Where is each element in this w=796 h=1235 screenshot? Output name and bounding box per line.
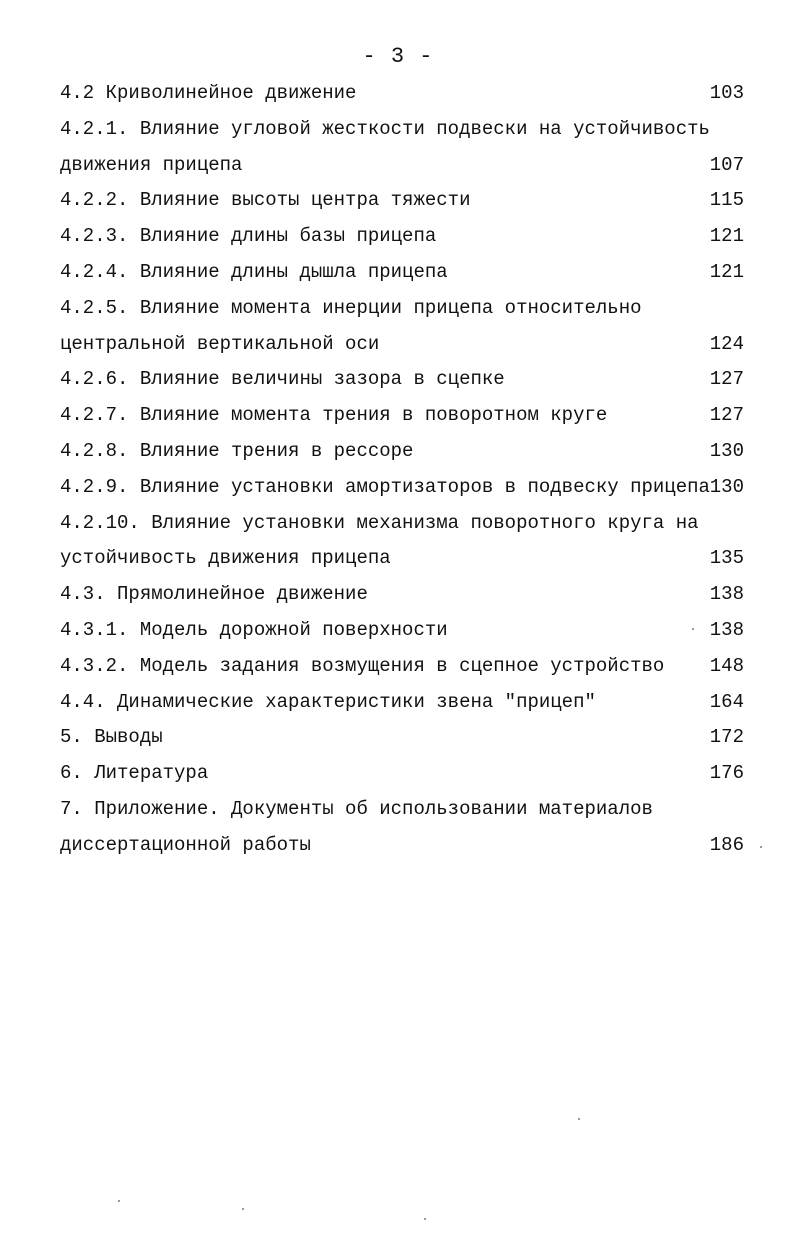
toc-entry-page: 176 [709,762,744,785]
toc-entry-page: 135 [709,547,744,570]
toc-entry-text: 4.2.2. Влияние высоты центра тяжести [60,189,471,212]
toc-row [60,362,746,398]
toc-entry-page: 130 [709,439,744,462]
toc-row [60,541,746,577]
toc-row [60,398,746,434]
toc-entry-page: 103 [709,82,744,104]
toc-entry-text: 4.2.8. Влияние трения в рессоре [60,439,414,462]
toc-entry-text: устойчивость движения прицепа [60,547,391,570]
toc-entry-page: 127 [709,404,744,427]
toc-entry-page: 127 [709,368,744,391]
toc-entry-page: 172 [709,726,744,749]
toc-entry-text: 4.2.7. Влияние момента трения в поворотном круге [60,404,608,427]
toc-row [60,76,746,112]
toc-entry-text: 6. Литература [60,762,209,785]
toc-row [60,255,746,291]
toc-entry-text: 4.2.3. Влияние длины базы прицепа [60,225,437,248]
scan-speck [424,1218,426,1220]
toc-entry-text: 4.4. Динамические характеристики звена "прицеп" [60,690,596,713]
scan-speck [578,1118,580,1120]
toc-entry-text: диссертационной работы [60,833,311,856]
toc-entry-text: 5. Выводы [60,726,163,749]
toc-row [60,434,746,470]
toc-entry-text: движения прицепа [60,153,243,176]
toc-entry-text: 4.2.9. Влияние установки амортизаторов в подвеску прицепа [60,475,710,498]
toc-entry-text: 4.2.1. Влияние угловой жесткости подвески на устойчивость [60,117,710,140]
toc-entry-page: 115 [709,189,744,212]
toc-row [60,470,746,506]
toc-row [60,506,746,542]
toc-entry-text: 4.2.10. Влияние установки механизма поворотного круга на [60,511,699,534]
toc-row [60,148,746,184]
toc-entry-page: 148 [709,654,744,677]
toc-row [60,649,746,685]
scan-speck [692,628,694,630]
toc-entry-text: центральной вертикальной оси [60,332,380,355]
toc-row [60,112,746,148]
toc-entry-page: 138 [709,618,744,641]
toc-entry-text: 7. Приложение. Документы об использовании материалов [60,797,653,820]
toc-entry-text: 4.2.6. Влияние величины зазора в сцепке [60,368,505,391]
toc-row [60,219,746,255]
toc-row [60,756,746,792]
page-number: - 3 - [362,44,434,69]
scan-speck [118,1200,120,1202]
toc-entry-text: 4.2.5. Влияние момента инерции прицепа относительно [60,296,642,319]
toc-entry-page: 107 [709,153,744,176]
toc-row [60,828,746,864]
toc-row [60,720,746,756]
toc-entry-text: 4.2 Криволинейное движение [60,82,357,104]
toc-entry-page: 138 [709,583,744,606]
toc-entry-text: 4.3.1. Модель дорожной поверхности [60,618,448,641]
table-of-contents [60,76,746,864]
toc-entry-text: 4.3.2. Модель задания возмущения в сцепное устройство [60,654,665,677]
toc-row [60,577,746,613]
toc-entry-text: 4.2.4. Влияние длины дышла прицепа [60,260,448,283]
toc-entry-text: 4.3. Прямолинейное движение [60,583,368,606]
toc-row [60,291,746,327]
scan-speck [760,846,762,848]
toc-row [60,685,746,721]
scan-speck [242,1208,244,1210]
toc-entry-page: 124 [709,332,744,355]
toc-entry-page: 121 [709,260,744,283]
toc-entry-page: 186 [709,833,744,856]
toc-row [60,613,746,649]
toc-entry-page: 164 [709,690,744,713]
toc-row [60,792,746,828]
toc-row [60,183,746,219]
toc-entry-page: 130 [709,475,744,498]
toc-entry-page: 121 [709,225,744,248]
toc-row [60,327,746,363]
